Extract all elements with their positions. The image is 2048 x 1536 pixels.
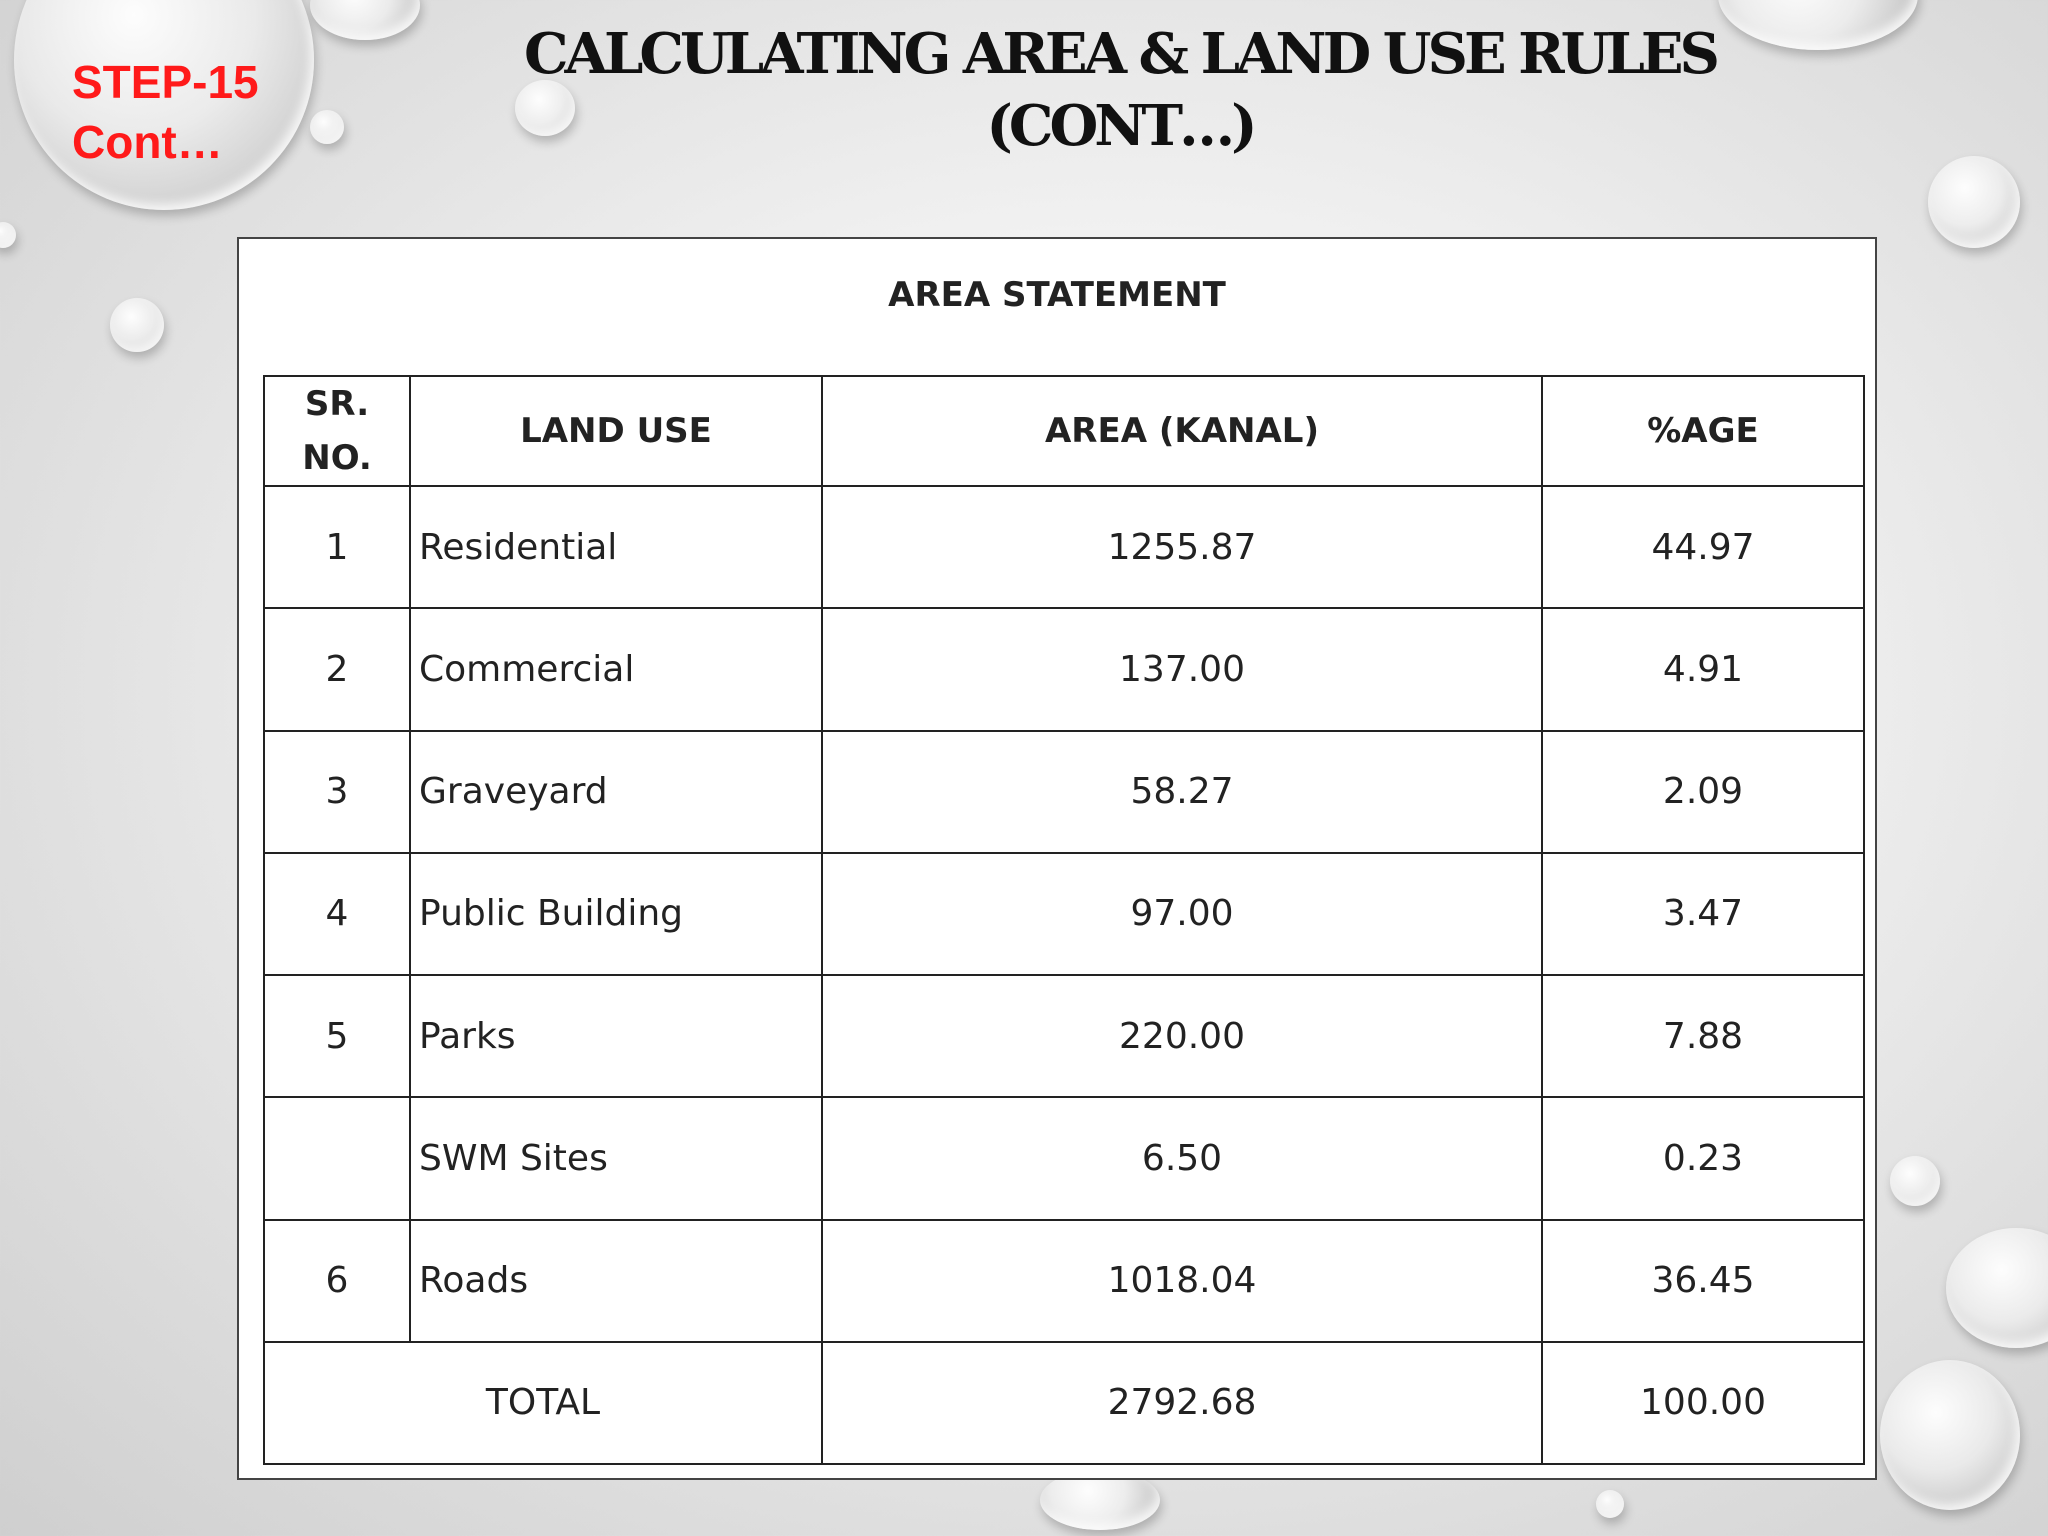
cell-percentage: 44.97: [1542, 486, 1864, 608]
step-label: [72, 52, 259, 172]
cell-percentage: 2.09: [1542, 731, 1864, 853]
table-row: [264, 1097, 1864, 1219]
table-row: [264, 1220, 1864, 1342]
water-drop-decoration: [1596, 1490, 1624, 1518]
cell-area: 137.00: [822, 608, 1542, 730]
cell-area: 97.00: [822, 853, 1542, 975]
table-header-row: [264, 376, 1864, 486]
table-row: [264, 486, 1864, 608]
step-number: STEP-15: [72, 56, 259, 108]
cell-land-use: SWM Sites: [410, 1097, 822, 1219]
cell-percentage: 36.45: [1542, 1220, 1864, 1342]
cell-sr: 1: [264, 486, 410, 608]
header-percentage: %AGE: [1542, 376, 1864, 486]
header-area: AREA (KANAL): [822, 376, 1542, 486]
cell-percentage: 0.23: [1542, 1097, 1864, 1219]
water-drop-decoration: [1928, 156, 2020, 248]
total-label: TOTAL: [264, 1342, 822, 1464]
cell-sr: 5: [264, 975, 410, 1097]
cell-area: 1018.04: [822, 1220, 1542, 1342]
slide-title-line2: (CONT…): [986, 93, 1254, 159]
slide-title: [420, 18, 1820, 162]
cell-sr: 4: [264, 853, 410, 975]
water-drop-decoration: [0, 222, 16, 248]
cell-sr: 2: [264, 608, 410, 730]
cell-land-use: Roads: [410, 1220, 822, 1342]
cell-sr: 6: [264, 1220, 410, 1342]
cell-sr: 3: [264, 731, 410, 853]
water-drop-decoration: [1880, 1360, 2020, 1510]
cell-percentage: 3.47: [1542, 853, 1864, 975]
table-row: [264, 975, 1864, 1097]
water-drop-decoration: [110, 298, 164, 352]
cell-land-use: Commercial: [410, 608, 822, 730]
header-sr-line1: SR.: [304, 384, 370, 424]
table-row: [264, 608, 1864, 730]
cell-area: 58.27: [822, 731, 1542, 853]
table-row: [264, 853, 1864, 975]
table-total-row: [264, 1342, 1864, 1464]
area-statement-panel: [237, 237, 1877, 1480]
cell-land-use: Public Building: [410, 853, 822, 975]
cell-land-use: Parks: [410, 975, 822, 1097]
total-percentage: 100.00: [1542, 1342, 1864, 1464]
cell-land-use: Residential: [410, 486, 822, 608]
table-caption: AREA STATEMENT: [888, 275, 1226, 315]
area-statement-table: [263, 375, 1865, 1465]
water-drop-decoration: [310, 110, 344, 144]
header-land-use: LAND USE: [410, 376, 822, 486]
cell-area: 1255.87: [822, 486, 1542, 608]
header-sr-no: [264, 376, 410, 486]
cell-area: 220.00: [822, 975, 1542, 1097]
step-continued: Cont…: [72, 116, 223, 168]
slide-title-line1: CALCULATING AREA & LAND USE RULES: [523, 21, 1716, 87]
cell-percentage: 4.91: [1542, 608, 1864, 730]
header-sr-line2: NO.: [302, 438, 372, 478]
water-drop-decoration: [1890, 1156, 1940, 1206]
water-drop-decoration: [310, 0, 420, 40]
cell-area: 6.50: [822, 1097, 1542, 1219]
table-row: [264, 731, 1864, 853]
cell-sr: [264, 1097, 410, 1219]
cell-land-use: Graveyard: [410, 731, 822, 853]
total-area: 2792.68: [822, 1342, 1542, 1464]
cell-percentage: 7.88: [1542, 975, 1864, 1097]
water-drop-decoration: [1946, 1228, 2048, 1348]
